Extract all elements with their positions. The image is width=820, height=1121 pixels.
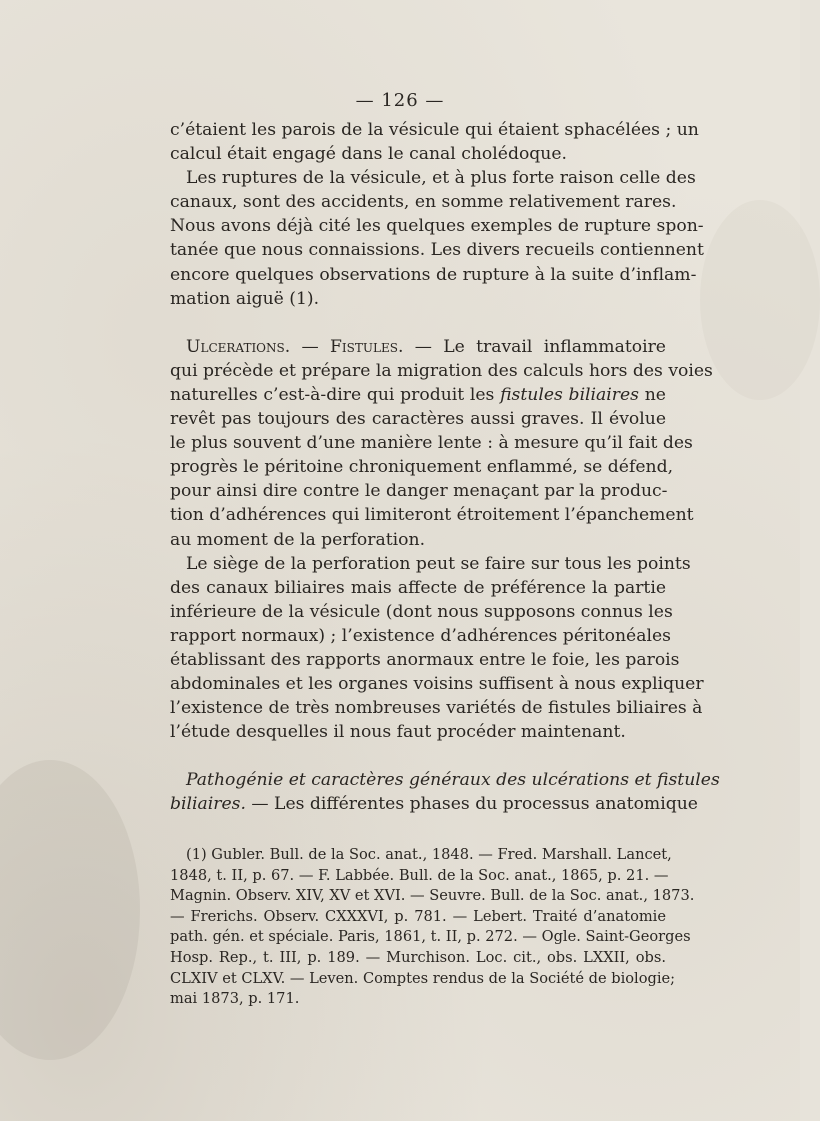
italic-term: fistules biliaires (500, 384, 640, 405)
footnote-line: 1848, t. II, p. 67. — F. Labbée. Bull. de la Soc. anat., 1865, p. 21. — (170, 866, 669, 884)
italic-section-heading-end: biliaires. (170, 794, 246, 815)
text-line (170, 383, 666, 407)
text-line: calcul était engagé dans le canal cholédoque. (170, 144, 567, 165)
text-line: qui précède et prépare la migration des calculs hors des voies (170, 360, 713, 381)
paragraph (170, 335, 713, 552)
text-line: établissant des rapports anormaux entre le foie, les parois (170, 649, 680, 670)
text-line: revêt pas toujours des caractères aussi graves. Il évolue (170, 409, 666, 430)
text-line (170, 768, 720, 792)
footnotes (170, 845, 695, 1010)
section-heading: Ulcerations. — Fistules. (186, 336, 404, 357)
text-line: au moment de la perforation. (170, 529, 426, 550)
page-number: — 126 — (355, 90, 445, 111)
heading-continuation: — Le travail inflammatoire (403, 336, 666, 357)
text-line: l’existence de très nombreuses variétés de fistules biliaires à (170, 698, 703, 719)
text-line: des canaux biliaires mais affecte de préférence la partie (170, 577, 666, 598)
text-line: pour ainsi dire contre le danger menaçant par la produc- (170, 481, 668, 502)
text-line: progrès le péritoine chroniquement enflammé, se défend, (170, 457, 674, 478)
text-fragment: naturelles c’est-à-dire qui produit les (170, 384, 501, 405)
text-line: mation aiguë (1). (170, 288, 320, 309)
footnote-line: — Frerichs. Observ. CXXXVI, p. 781. — Lebert. Traité d’anatomie (170, 907, 666, 925)
text-line: Nous avons déjà cité les quelques exemples de rupture spon- (170, 216, 704, 237)
footnote-line: CLXIV et CLXV. — Leven. Comptes rendus de la Société de biologie; (170, 969, 676, 987)
text-line: rapport normaux) ; l’existence d’adhérences péritonéales (170, 625, 671, 646)
paragraph (170, 166, 704, 311)
text-line (170, 335, 666, 359)
footnote-line: (1) Gubler. Bull. de la Soc. anat., 1848. — Fred. Marshall. Lancet, (186, 846, 672, 863)
text-line: encore quelques observations de rupture à la suite d’inflam- (170, 264, 697, 285)
heading-continuation: — Les différentes phases du processus anatomique (245, 794, 698, 815)
text-line: c’étaient les parois de la vésicule qui étaient sphacélées ; un (170, 120, 699, 140)
paragraph (170, 552, 704, 745)
footnote-line: Hosp. Rep., t. III, p. 189. — Murchison. Loc. cit., obs. LXXII, obs. (170, 948, 666, 966)
text-line: le plus souvent d’une manière lente : à mesure qu’il fait des (170, 433, 693, 454)
text-line: l’étude desquelles il nous faut procéder maintenant. (170, 722, 626, 743)
paper-stain (0, 760, 140, 1060)
main-text (170, 118, 720, 817)
paragraph (170, 118, 699, 166)
text-line: canaux, sont des accidents, en somme relativement rares. (170, 192, 677, 213)
paragraph-gap (170, 744, 666, 768)
text-line (170, 792, 698, 816)
footnote-line: path. gén. et spéciale. Paris, 1861, t. II, p. 272. — Ogle. Saint-Georges (170, 928, 691, 946)
text-line: tanée que nous connaissions. Les divers recueils contiennent (170, 240, 704, 261)
text-line: abdominales et les organes voisins suffisent à nous expliquer (170, 674, 704, 695)
paper-stain (700, 200, 820, 400)
text-fragment: ne (639, 384, 666, 405)
footnote-line: Magnin. Observ. XIV, XV et XVI. — Seuvre. Bull. de la Soc. anat., 1873. (170, 887, 695, 905)
paragraph-gap (170, 311, 666, 335)
text-line: Le siège de la perforation peut se faire sur tous les points (186, 553, 691, 574)
text-line: inférieure de la vésicule (dont nous supposons connus les (170, 601, 673, 622)
footnote-line: mai 1873, p. 171. (170, 990, 300, 1008)
italic-section-heading: Pathogénie et caractères généraux des ulcérations et fistules (186, 770, 720, 791)
text-line: tion d’adhérences qui limiteront étroitement l’épanchement (170, 505, 694, 526)
text-line: Les ruptures de la vésicule, et à plus forte raison celle des (186, 168, 696, 189)
paragraph (170, 768, 720, 816)
